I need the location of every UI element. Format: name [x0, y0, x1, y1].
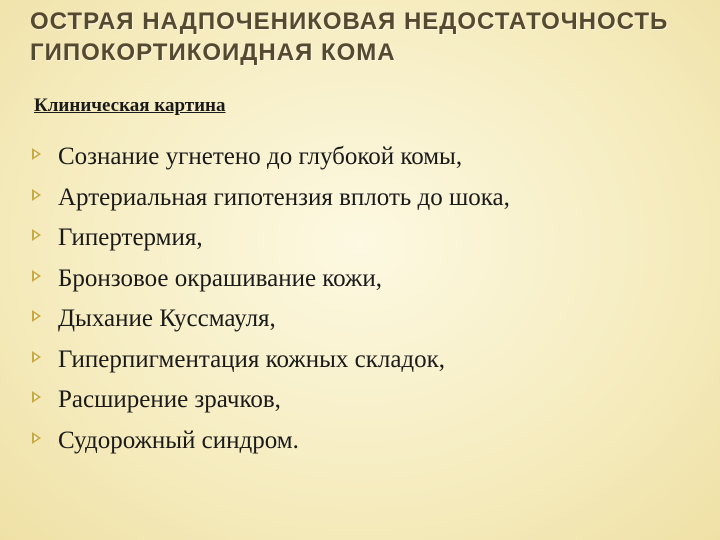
bullet-item — [32, 299, 510, 340]
bullet-item — [32, 178, 510, 219]
bullet-item — [32, 259, 510, 300]
bullet-item — [32, 380, 510, 421]
bullet-text: Артериальная гипотензия вплоть до шока, — [58, 183, 510, 211]
triangle-bullet-icon — [32, 432, 41, 444]
triangle-bullet-icon — [32, 391, 41, 403]
bullet-item — [32, 218, 510, 259]
bullet-text: Сознание угнетено до глубокой комы, — [58, 143, 463, 171]
bullet-text: Гипертермия, — [58, 224, 203, 252]
triangle-bullet-icon — [32, 270, 41, 282]
triangle-bullet-icon — [32, 189, 41, 201]
section-subheading: Клиническая картина — [34, 95, 226, 116]
bullet-text: Расширение зрачков, — [58, 386, 281, 414]
bullet-list — [32, 137, 510, 461]
bullet-item — [32, 137, 510, 178]
triangle-bullet-icon — [32, 229, 41, 241]
title-line-2: ГИПОКОРТИКОИДНАЯ КОМА — [30, 39, 396, 66]
triangle-bullet-icon — [32, 148, 41, 160]
triangle-bullet-icon — [32, 351, 41, 363]
title-line-1: ОСТРАЯ НАДПОЧЕНИКОВАЯ НЕДОСТАТОЧНОСТЬ — [30, 8, 669, 35]
bullet-text: Гиперпигментация кожных складок, — [58, 345, 446, 373]
bullet-text: Судорожный синдром. — [58, 426, 299, 454]
triangle-bullet-icon — [32, 310, 41, 322]
slide-title — [30, 6, 700, 68]
bullet-text: Бронзовое окрашивание кожи, — [58, 264, 382, 292]
bullet-item — [32, 421, 510, 462]
bullet-item — [32, 340, 510, 381]
bullet-text: Дыхание Куссмауля, — [58, 305, 276, 333]
